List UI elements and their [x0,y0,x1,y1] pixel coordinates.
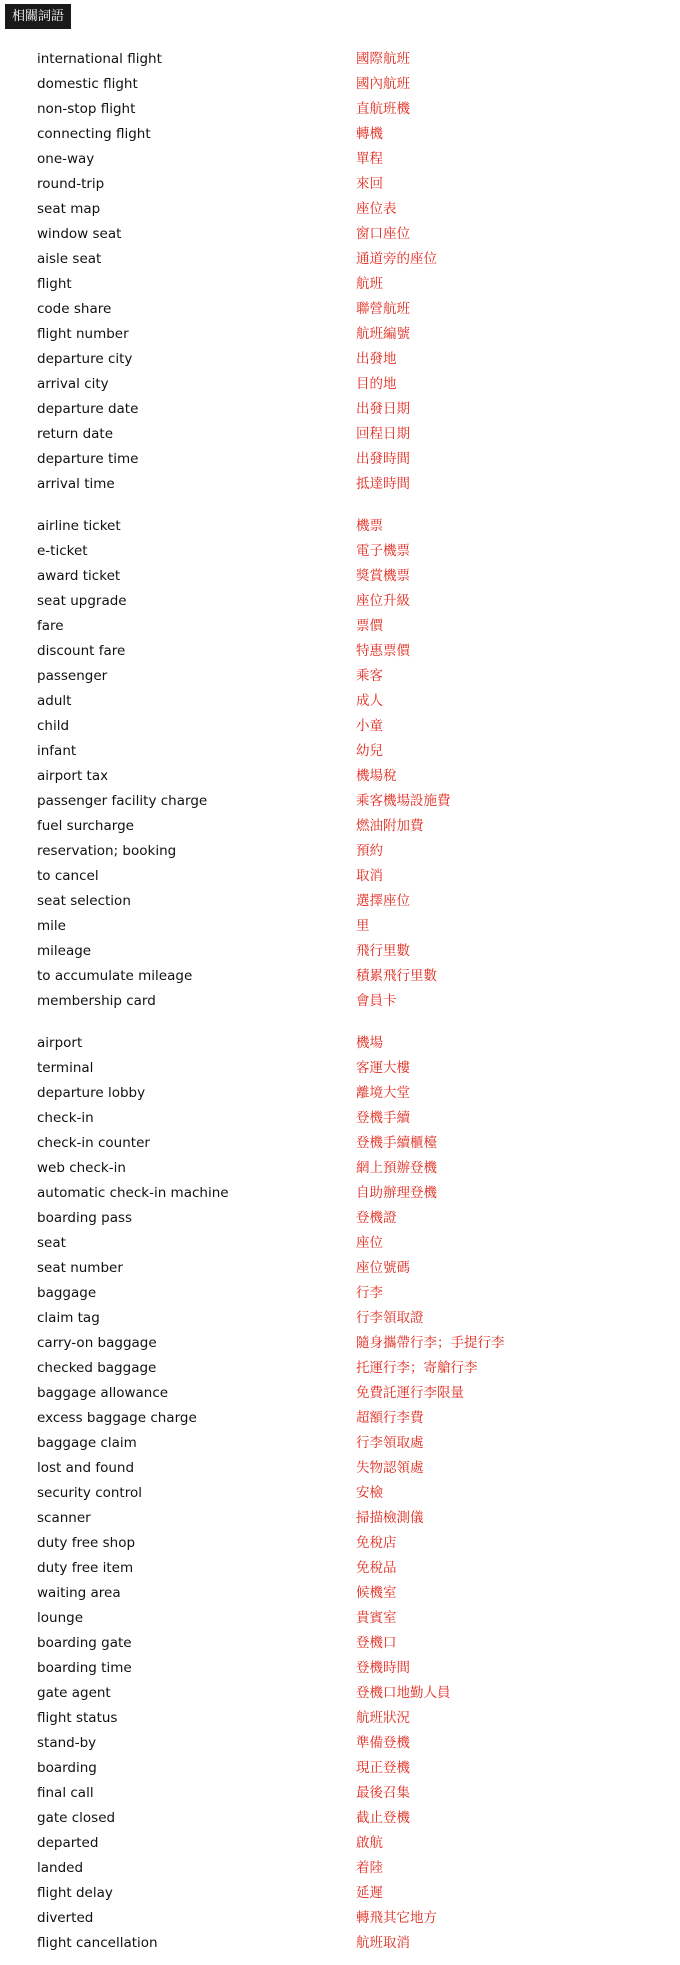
vocab-row [0,639,680,664]
english-term: one-way [37,151,95,167]
vocab-row [0,1856,680,1881]
english-term: arrival time [37,476,115,492]
chinese-term: 乘客 [356,668,383,684]
english-term: lost and found [37,1460,135,1476]
english-term: airport tax [37,768,109,784]
english-term: flight status [37,1710,118,1726]
vocab-group [0,1031,680,1956]
english-term: scanner [37,1510,91,1526]
vocab-row [0,539,680,564]
vocab-row [0,1431,680,1456]
section-title: 相關詞語 [5,4,71,29]
vocab-row [0,964,680,989]
english-term: duty free shop [37,1535,136,1551]
vocab-row [0,1206,680,1231]
vocab-row [0,272,680,297]
english-term: passenger [37,668,108,684]
chinese-term: 積累飛行里數 [356,968,437,984]
vocab-row [0,322,680,347]
vocab-row [0,1906,680,1931]
english-term: gate agent [37,1685,111,1701]
english-term: passenger facility charge [37,793,208,809]
english-term: landed [37,1860,84,1876]
english-term: diverted [37,1910,94,1926]
english-term: airport [37,1035,83,1051]
english-term: to accumulate mileage [37,968,193,984]
vocab-row [0,1081,680,1106]
chinese-term: 離境大堂 [356,1085,410,1101]
english-term: child [37,718,70,734]
english-term: security control [37,1485,142,1501]
chinese-term: 座位 [356,1235,383,1251]
vocab-group [0,514,680,1014]
chinese-term: 登機手續櫃檯 [356,1135,437,1151]
english-term: flight cancellation [37,1935,158,1951]
english-term: departed [37,1835,99,1851]
vocab-row [0,839,680,864]
chinese-term: 行李領取證 [356,1310,424,1326]
chinese-term: 來回 [356,176,383,192]
english-term: seat [37,1235,66,1251]
english-term: seat map [37,201,101,217]
chinese-term: 航班狀況 [356,1710,410,1726]
chinese-term: 登機口地勤人員 [356,1685,451,1701]
english-term: duty free item [37,1560,134,1576]
chinese-term: 機場稅 [356,768,397,784]
chinese-term: 選擇座位 [356,893,410,909]
chinese-term: 電子機票 [356,543,410,559]
english-term: departure lobby [37,1085,146,1101]
vocab-row [0,1706,680,1731]
vocab-row [0,664,680,689]
chinese-term: 隨身攜帶行李；手提行李 [356,1335,505,1351]
vocab-row [0,72,680,97]
english-term: connecting flight [37,126,151,142]
chinese-term: 免費託運行李限量 [356,1385,464,1401]
english-term: window seat [37,226,122,242]
vocab-row [0,1631,680,1656]
vocab-row [0,1156,680,1181]
vocab-row [0,122,680,147]
chinese-term: 預約 [356,843,383,859]
chinese-term: 免稅品 [356,1560,397,1576]
vocab-row [0,47,680,72]
english-term: gate closed [37,1810,116,1826]
english-term: domestic flight [37,76,138,92]
vocab-row [0,1456,680,1481]
vocab-row [0,789,680,814]
vocab-row [0,589,680,614]
chinese-term: 獎賞機票 [356,568,410,584]
english-term: boarding [37,1760,97,1776]
english-term: departure city [37,351,133,367]
english-term: departure time [37,451,139,467]
chinese-term: 航班編號 [356,326,410,342]
vocab-row [0,914,680,939]
vocab-row [0,1581,680,1606]
english-term: flight [37,276,72,292]
chinese-term: 候機室 [356,1585,397,1601]
chinese-term: 里 [356,918,370,934]
english-term: boarding time [37,1660,132,1676]
english-term: fare [37,618,64,634]
chinese-term: 成人 [356,693,383,709]
chinese-term: 座位升級 [356,593,410,609]
vocab-row [0,514,680,539]
vocab-row [0,1056,680,1081]
vocabulary-list [0,47,680,1956]
chinese-term: 燃油附加費 [356,818,424,834]
vocab-row [0,1756,680,1781]
chinese-term: 座位表 [356,201,397,217]
english-term: waiting area [37,1585,121,1601]
chinese-term: 出發地 [356,351,397,367]
english-term: mileage [37,943,92,959]
english-term: fuel surcharge [37,818,134,834]
chinese-term: 小童 [356,718,383,734]
english-term: award ticket [37,568,121,584]
vocab-row [0,889,680,914]
english-term: round-trip [37,176,105,192]
vocab-row [0,1306,680,1331]
english-term: flight delay [37,1885,113,1901]
chinese-term: 國內航班 [356,76,410,92]
english-term: seat number [37,1260,123,1276]
vocab-row [0,1831,680,1856]
english-term: return date [37,426,114,442]
chinese-term: 取消 [356,868,383,884]
english-term: flight number [37,326,129,342]
vocab-row [0,714,680,739]
vocab-row [0,422,680,447]
vocab-row [0,247,680,272]
english-term: adult [37,693,72,709]
chinese-term: 準備登機 [356,1735,410,1751]
english-term: arrival city [37,376,109,392]
chinese-term: 現正登機 [356,1760,410,1776]
english-term: claim tag [37,1310,100,1326]
chinese-term: 啟航 [356,1835,383,1851]
english-term: check-in counter [37,1135,150,1151]
vocab-row [0,1606,680,1631]
vocab-row [0,814,680,839]
chinese-term: 行李領取處 [356,1435,424,1451]
english-term: checked baggage [37,1360,157,1376]
english-term: excess baggage charge [37,1410,197,1426]
vocab-row [0,739,680,764]
chinese-term: 延遲 [356,1885,383,1901]
english-term: boarding gate [37,1635,132,1651]
vocab-row [0,1506,680,1531]
vocab-row [0,1931,680,1956]
english-term: lounge [37,1610,83,1626]
chinese-term: 回程日期 [356,426,410,442]
vocab-row [0,764,680,789]
vocab-row [0,97,680,122]
vocab-row [0,1256,680,1281]
vocab-row [0,172,680,197]
english-term: carry-on baggage [37,1335,157,1351]
vocab-row [0,1106,680,1131]
chinese-term: 行李 [356,1285,383,1301]
english-term: boarding pass [37,1210,133,1226]
chinese-term: 截止登機 [356,1810,410,1826]
vocab-row [0,1181,680,1206]
chinese-term: 目的地 [356,376,397,392]
chinese-term: 出發時間 [356,451,410,467]
vocab-row [0,1231,680,1256]
english-term: international flight [37,51,162,67]
vocab-row [0,1731,680,1756]
chinese-term: 窗口座位 [356,226,410,242]
english-term: baggage allowance [37,1385,169,1401]
vocab-row [0,147,680,172]
vocab-row [0,1481,680,1506]
chinese-term: 登機證 [356,1210,397,1226]
vocab-row [0,447,680,472]
vocab-row [0,222,680,247]
vocab-row [0,1531,680,1556]
english-term: infant [37,743,77,759]
vocab-row [0,1881,680,1906]
vocab-row [0,1031,680,1056]
vocab-row [0,397,680,422]
chinese-term: 超額行李費 [356,1410,424,1426]
vocab-row [0,864,680,889]
english-term: seat selection [37,893,131,909]
vocab-row [0,372,680,397]
vocab-row [0,197,680,222]
chinese-term: 航班 [356,276,383,292]
vocab-row [0,1381,680,1406]
chinese-term: 掃描檢測儀 [356,1510,424,1526]
chinese-term: 直航班機 [356,101,410,117]
chinese-term: 飛行里數 [356,943,410,959]
chinese-term: 出發日期 [356,401,410,417]
vocab-row [0,1356,680,1381]
vocab-row [0,1681,680,1706]
english-term: aisle seat [37,251,102,267]
chinese-term: 登機時間 [356,1660,410,1676]
chinese-term: 國際航班 [356,51,410,67]
chinese-term: 通道旁的座位 [356,251,437,267]
english-term: final call [37,1785,94,1801]
vocab-row [0,1656,680,1681]
vocab-row [0,564,680,589]
chinese-term: 幼兒 [356,743,383,759]
chinese-term: 自助辦理登機 [356,1185,437,1201]
chinese-term: 航班取消 [356,1935,410,1951]
vocab-row [0,1131,680,1156]
vocab-row [0,1406,680,1431]
vocab-row [0,297,680,322]
vocab-row [0,1331,680,1356]
english-term: automatic check-in machine [37,1185,229,1201]
vocab-row [0,1281,680,1306]
chinese-term: 客運大樓 [356,1060,410,1076]
chinese-term: 轉機 [356,126,383,142]
vocab-row [0,939,680,964]
chinese-term: 登機手續 [356,1110,410,1126]
chinese-term: 托運行李；寄艙行李 [356,1360,478,1376]
vocab-row [0,472,680,497]
english-term: airline ticket [37,518,121,534]
vocab-group [0,47,680,497]
english-term: baggage [37,1285,97,1301]
chinese-term: 登機口 [356,1635,397,1651]
vocab-row [0,689,680,714]
english-term: stand-by [37,1735,97,1751]
english-term: to cancel [37,868,99,884]
english-term: membership card [37,993,156,1009]
english-term: reservation; booking [37,843,177,859]
chinese-term: 機票 [356,518,383,534]
chinese-term: 最後召集 [356,1785,410,1801]
chinese-term: 貴賓室 [356,1610,397,1626]
english-term: web check-in [37,1160,126,1176]
chinese-term: 特惠票價 [356,643,410,659]
chinese-term: 失物認領處 [356,1460,424,1476]
vocab-row [0,1781,680,1806]
vocab-row [0,614,680,639]
english-term: seat upgrade [37,593,127,609]
english-term: non-stop flight [37,101,136,117]
chinese-term: 網上預辦登機 [356,1160,437,1176]
english-term: terminal [37,1060,94,1076]
chinese-term: 聯營航班 [356,301,410,317]
vocab-row [0,989,680,1014]
chinese-term: 免稅店 [356,1535,397,1551]
chinese-term: 機場 [356,1035,383,1051]
vocab-row [0,1806,680,1831]
english-term: e-ticket [37,543,88,559]
vocab-row [0,1556,680,1581]
english-term: baggage claim [37,1435,137,1451]
chinese-term: 票價 [356,618,383,634]
chinese-term: 安檢 [356,1485,383,1501]
chinese-term: 轉飛其它地方 [356,1910,437,1926]
chinese-term: 乘客機場設施費 [356,793,451,809]
chinese-term: 會員卡 [356,993,397,1009]
english-term: code share [37,301,112,317]
english-term: discount fare [37,643,126,659]
chinese-term: 抵達時間 [356,476,410,492]
english-term: mile [37,918,66,934]
chinese-term: 座位號碼 [356,1260,410,1276]
english-term: departure date [37,401,139,417]
english-term: check-in [37,1110,94,1126]
chinese-term: 單程 [356,151,383,167]
vocab-row [0,347,680,372]
chinese-term: 着陸 [356,1860,383,1876]
